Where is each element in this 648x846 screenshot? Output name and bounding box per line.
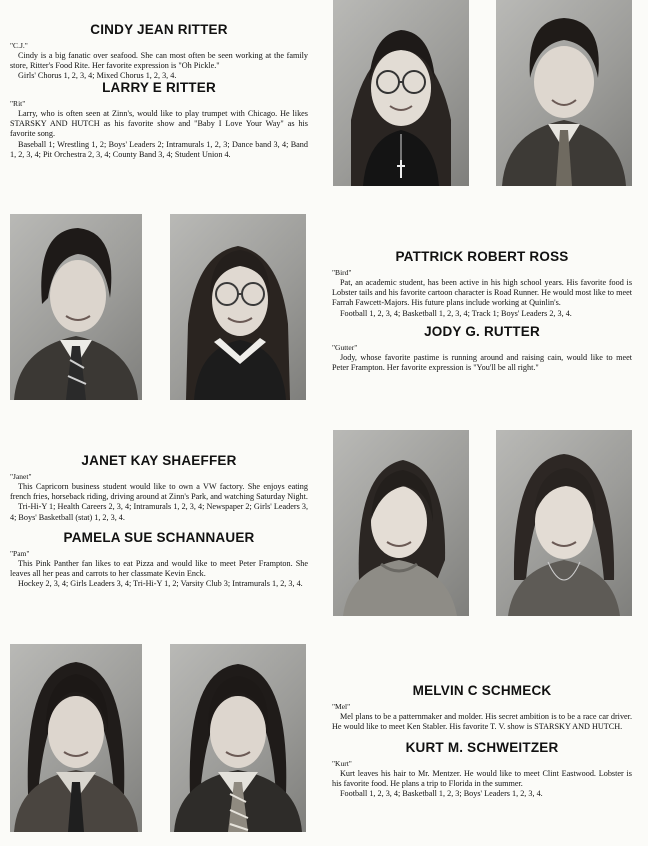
- entry-pamela-schannauer: [10, 530, 308, 590]
- student-name: JANET KAY SHAEFFER: [81, 453, 237, 468]
- student-bio: Cindy is a big fanatic over seafood. She can most often be seen working at the family store, Ritter's Food Rite. Her favorite expression is "Oh Pickle.": [10, 51, 308, 71]
- student-nickname: "Mel": [332, 702, 351, 711]
- student-nickname: "Rit": [10, 99, 26, 108]
- student-name: KURT M. SCHWEITZER: [405, 740, 559, 755]
- student-bio: This Capricorn business student would like to own a VW factory. She enjoys eating french fries, horseback riding, driving around at Zinn's Park, and watching Saturday Night.: [10, 482, 308, 502]
- student-bio: Kurt leaves his hair to Mr. Mentzer. He would like to meet Clint Eastwood. Lobster is his favorite food. He plans a trip to Florida in the summer.: [332, 769, 632, 789]
- student-nickname: "Janet": [10, 472, 32, 481]
- student-name: PAMELA SUE SCHANNAUER: [63, 530, 255, 545]
- entry-pattrick-ross: [332, 249, 632, 319]
- portrait-photo-kurt-schweitzer: [170, 644, 306, 832]
- portrait-photo-cindy-ritter: [333, 0, 469, 186]
- student-activities: Football 1, 2, 3, 4; Basketball 1, 2, 3; Boys' Leaders 1, 2, 3, 4.: [340, 789, 543, 799]
- student-activities: Hockey 2, 3, 4; Girls Leaders 3, 4; Tri-Hi-Y 1, 2; Varsity Club 3; Intramurals 1, 2, 3, 4.: [18, 579, 303, 589]
- student-activities: Girls' Chorus 1, 2, 3, 4; Mixed Chorus 1, 2, 3, 4.: [18, 71, 177, 81]
- portrait-photo-larry-ritter: [496, 0, 632, 186]
- portrait-photo-melvin-schmeck: [10, 644, 142, 832]
- student-name: JODY G. RUTTER: [424, 324, 540, 339]
- portrait-photo-pamela-schannauer: [496, 430, 632, 616]
- portrait-photo-janet-shaeffer: [333, 430, 469, 616]
- student-bio: Pat, an academic student, has been active in his high school years. His favorite food is Lobster tails and his favorite cartoon character is Road Runner. He would most like to meet Farrah Fawcett-Majors. His future plans include working at Quinlin's.: [332, 278, 632, 308]
- student-nickname: "Pam": [10, 549, 30, 558]
- portrait-photo-pattrick-ross: [10, 214, 142, 400]
- entry-larry-ritter: [10, 80, 308, 160]
- entry-cindy-ritter: [10, 22, 308, 82]
- student-bio: Mel plans to be a patternmaker and molder. His secret ambition is to be a race car driver. He would like to meet Ken Stabler. His favorite T. V. show is STARSKY AND HUTCH.: [332, 712, 632, 732]
- entry-kurt-schweitzer: [332, 740, 632, 800]
- student-bio: This Pink Panther fan likes to eat Pizza and would like to meet Peter Frampton. She leaves all her peas and carrots to her classmate Kevin Enck.: [10, 559, 308, 579]
- student-name: MELVIN C SCHMECK: [412, 683, 552, 698]
- student-bio: Larry, who is often seen at Zinn's, would like to play trumpet with Chicago. He likes STARSKY AND HUTCH as his favorite show and "Baby I Love Your Way" as his favorite song.: [10, 109, 308, 139]
- student-nickname: "Kurt": [332, 759, 352, 768]
- entry-jody-rutter: [332, 324, 632, 373]
- student-name: PATTRICK ROBERT ROSS: [395, 249, 569, 264]
- student-activities: Tri-Hi-Y 1; Health Careers 2, 3, 4; Intramurals 1, 2, 3, 4; Newspaper 2; Girls' Leaders 3, 4; Boys' Basketball (stat) 1, 2, 3, 4.: [10, 502, 308, 522]
- student-name: LARRY E RITTER: [102, 80, 216, 95]
- portrait-photo-jody-rutter: [170, 214, 306, 400]
- entry-janet-shaeffer: [10, 453, 308, 523]
- student-activities: Football 1, 2, 3, 4; Basketball 1, 2, 3, 4; Track 1; Boys' Leaders 2, 3, 4.: [340, 308, 572, 318]
- student-nickname: "Gutter": [332, 343, 358, 352]
- student-nickname: "Bird": [332, 268, 352, 277]
- student-name: CINDY JEAN RITTER: [90, 22, 228, 37]
- student-bio: Jody, whose favorite pastime is running around and raising cain, would like to meet Peter Frampton. Her favorite expression is "You'll be all right.": [332, 353, 632, 373]
- student-nickname: "C.J.": [10, 41, 28, 50]
- student-activities: Baseball 1; Wrestling 1, 2; Boys' Leaders 2; Intramurals 1, 2, 3; Dance band 3, 4; Band 1, 2, 3, 4; Pit Orchestra 2, 3, 4; County Band 3, 4; Student Union 4.: [10, 139, 308, 159]
- entry-melvin-schmeck: [332, 683, 632, 732]
